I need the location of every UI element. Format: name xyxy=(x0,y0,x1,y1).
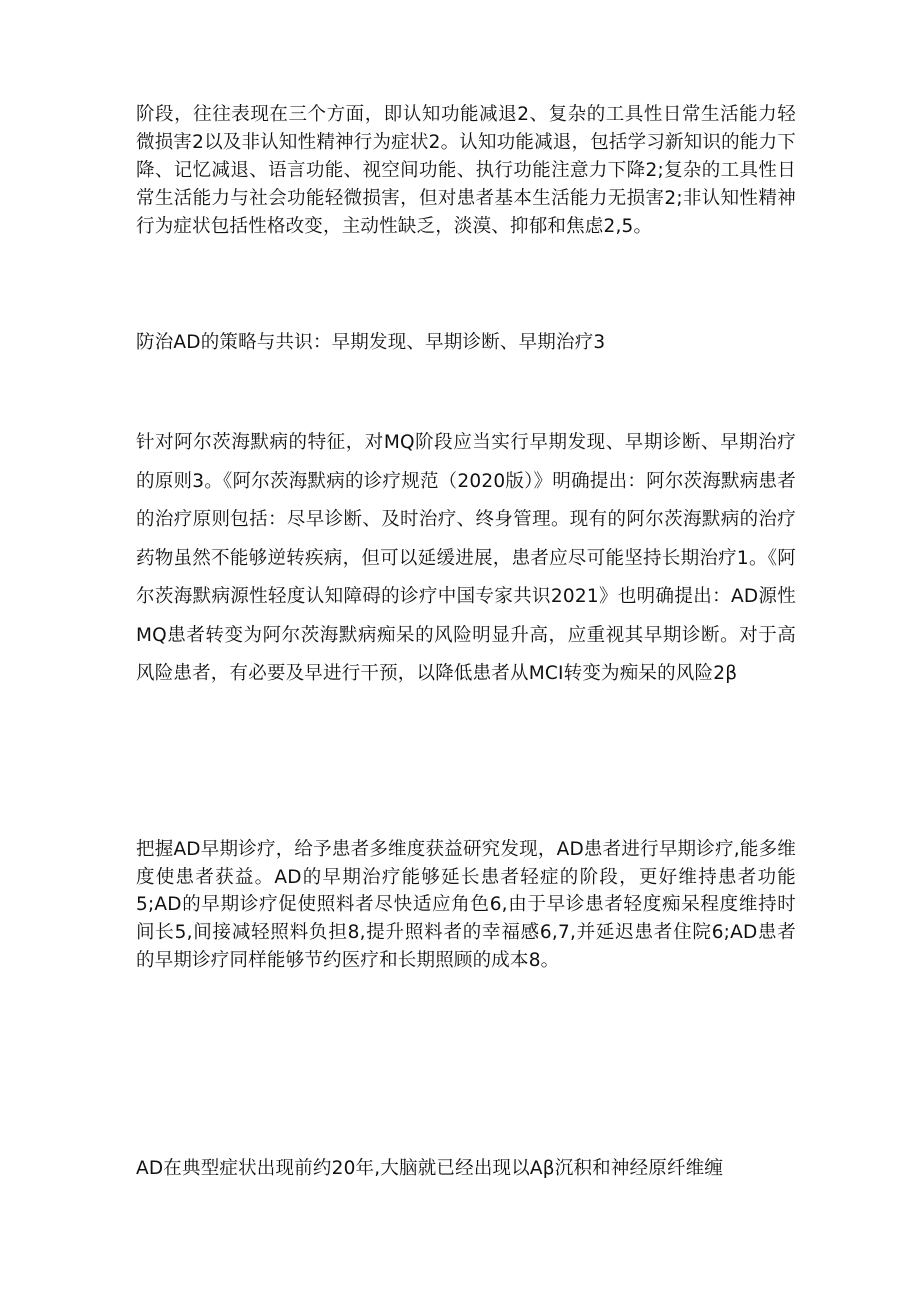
paragraph-pathology-onset: AD在典型症状出现前约20年,大脑就已经出现以Aβ沉积和神经原纤维缠 xyxy=(136,1158,724,1179)
section-heading-strategy: 防治AD的策略与共识：早期发现、早期诊断、早期治疗3 xyxy=(136,332,606,353)
paragraph-early-diagnosis-benefits: 把握AD早期诊疗，给予患者多维度获益研究发现，AD患者进行早期诊疗,能多维度使患者获益。AD的早期治疗能够延长患者轻症的阶段，更好维持患者功能5;AD的早期诊疗促使照料者尽快适应角色6,由于早诊患者轻度痴呆程度维持时间长5,间接减轻照料负担8,提升照料者的幸福感6,7,并延迟患者住院6;AD患者的早期诊疗同样能够节约医疗和长期照顾的成本8。 xyxy=(136,839,796,971)
paragraph-mci-symptoms: 阶段，往往表现在三个方面，即认知功能减退2、复杂的工具性日常生活能力轻微损害2以及非认知性精神行为症状2。认知功能减退，包括学习新知识的能力下降、记忆减退、语言功能、视空间功能、执行功能注意力下降2;复杂的工具性日常生活能力与社会功能轻微损害，但对患者基本生活能力无损害2;非认知性精神行为症状包括性格改变，主动性缺乏，淡漠、抑郁和焦虑2,5。 xyxy=(136,104,796,237)
paragraph-treatment-principles: 针对阿尔茨海默病的特征，对MQ阶段应当实行早期发现、早期诊断、早期治疗的原则3。《阿尔茨海默病的诊疗规范（2020版）》明确提出：阿尔茨海默病患者的治疗原则包括：尽早诊断、及时治疗、终身管理。现有的阿尔茨海默病的治疗药物虽然不能够逆转疾病，但可以延缓进展，患者应尽可能坚持长期治疗1。《阿尔茨海默病源性轻度认知障碍的诊疗中国专家共识2021》也明确提出：AD源性MQ患者转变为阿尔茨海默病痴呆的风险明显升高，应重视其早期诊断。对于高风险患者，有必要及早进行干预，以降低患者从MCI转变为痴呆的风险2β xyxy=(136,432,796,684)
